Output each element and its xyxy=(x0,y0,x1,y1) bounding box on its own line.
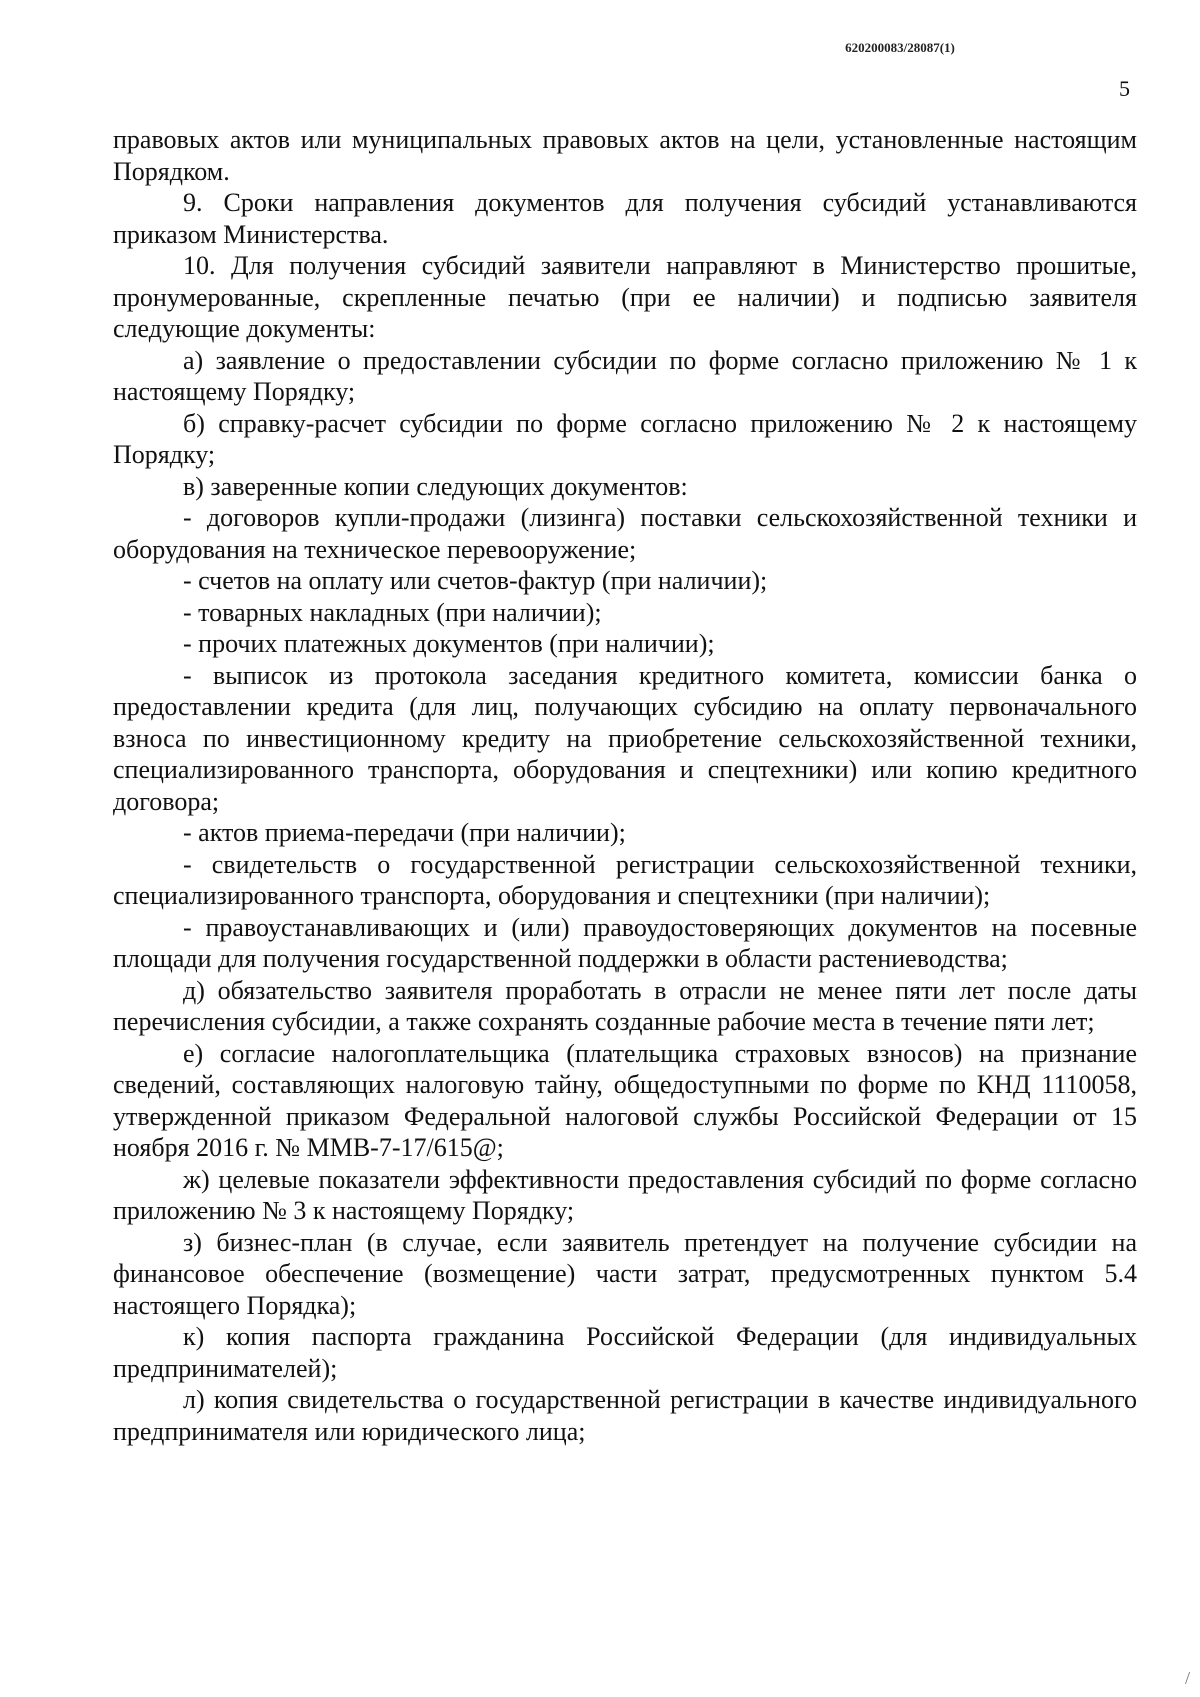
list-item-d: д) обязательство заявителя проработать в отрасли не менее пяти лет после даты перечисления субсидии, а также сохранять созданные рабочие места в течение пяти лет; xyxy=(113,975,1137,1036)
list-item-a: а) заявление о предоставлении субсидии по форме согласно приложению № 1 к настоящему Порядку; xyxy=(113,345,1137,406)
sublist-item-title-documents: - правоустанавливающих и (или) правоудостоверяющих документов на посевные площади для получения государственной поддержки в области растениеводства; xyxy=(113,912,1137,973)
sublist-item-contracts: - договоров купли-продажи (лизинга) поставки сельскохозяйственной техники и оборудования на техническое перевооружение; xyxy=(113,503,1137,564)
list-item-b: б) справку-расчет субсидии по форме согласно приложению № 2 к настоящему Порядку; xyxy=(113,408,1137,469)
page-number: 5 xyxy=(1119,76,1130,101)
sublist-item-acceptance-acts: - актов приема-передачи (при наличии); xyxy=(183,818,626,847)
sublist-item-invoices: - счетов на оплату или счетов-фактур (при наличии); xyxy=(183,566,768,595)
list-item-l: л) копия свидетельства о государственной регистрации в качестве индивидуального предпринимателя или юридического лица; xyxy=(113,1385,1137,1446)
list-item-v: в) заверенные копии следующих документов: xyxy=(183,471,688,501)
list-item-e: е) согласие налогоплательщика (плательщика страховых взносов) на признание сведений, составляющих налоговую тайну, общедоступными по форме по КНД 1110058, утвержденной приказом Федеральной налоговой службы Российской Федерации от 15 ноября 2016 г. № ММВ-7-17/615@; xyxy=(113,1038,1137,1162)
sublist-item-registration-certificates: - свидетельств о государственной регистрации сельскохозяйственной техники, специализированного транспорта, оборудования и спецтехники (при наличии); xyxy=(113,849,1137,910)
list-item-z: з) бизнес-план (в случае, если заявитель претендует на получение субсидии на финансовое обеспечение (возмещение) части затрат, предусмотренных пунктом 5.4 настоящего Порядка); xyxy=(113,1227,1137,1320)
paragraph-item-10: 10. Для получения субсидий заявители направляют в Министерство прошитые, пронумерованные, скрепленные печатью (при ее наличии) и подписью заявителя следующие документы: xyxy=(113,251,1137,343)
sublist-item-credit-extracts: - выписок из протокола заседания кредитного комитета, комиссии банка о предоставлении кредита (для лиц, получающих субсидию на оплату первоначального взноса по инвестиционному кредиту на приобретение сельскохозяйственной техники, специализированного транспорта, оборудования и спецтехники) или копию кредитного договора; xyxy=(113,660,1137,816)
sublist-item-payment-docs: - прочих платежных документов (при наличии); xyxy=(183,629,715,658)
document-body xyxy=(113,124,1137,1447)
paragraph-continuation: правовых актов или муниципальных правовых актов на цели, установленные настоящим Порядком. xyxy=(113,125,1137,186)
list-item-k: к) копия паспорта гражданина Российской Федерации (для индивидуальных предпринимателей); xyxy=(113,1322,1137,1383)
list-item-zh: ж) целевые показатели эффективности предоставления субсидий по форме согласно приложению № 3 к настоящему Порядку; xyxy=(113,1164,1137,1225)
sublist-item-waybills: - товарных накладных (при наличии); xyxy=(183,597,602,627)
corner-mark: / xyxy=(1184,1668,1190,1688)
paragraph-item-9: 9. Сроки направления документов для получения субсидий устанавливаются приказом Министерства. xyxy=(113,188,1137,249)
document-id: 620200083/28087(1) xyxy=(845,40,955,55)
